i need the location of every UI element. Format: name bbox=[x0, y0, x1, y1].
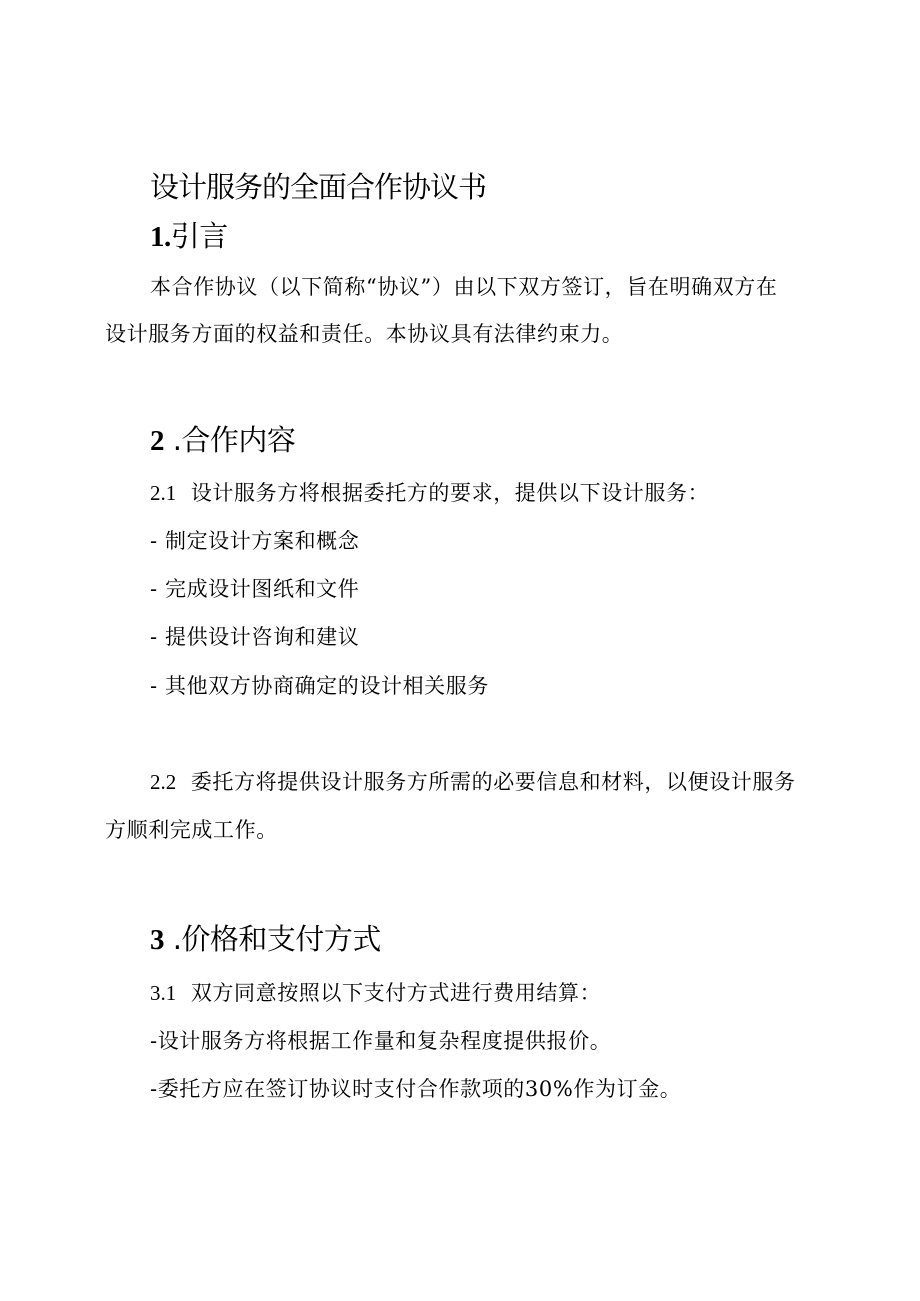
clause-3-1-text: 双方同意按照以下支付方式进行费用结算： bbox=[190, 981, 602, 1005]
section-3-number: 3 bbox=[150, 924, 164, 956]
document-title: 设计服务的全面合作协议书 bbox=[150, 170, 487, 204]
intro-paragraph-line-1: 本合作协议（以下简称“协议”）由以下双方签订，旨在明确双方在 bbox=[150, 275, 778, 299]
section-1-heading bbox=[150, 219, 228, 253]
clause-2-2-text: 委托方将提供设计服务方所需的必要信息和材料，以便设计服务 bbox=[190, 770, 796, 794]
clause-2-1-number: 2.1 bbox=[150, 481, 177, 505]
clause-3-1 bbox=[150, 983, 601, 1004]
section-1-number: 1. bbox=[150, 221, 171, 253]
clause-2-2-line-1 bbox=[150, 772, 796, 793]
clause-3-1-number: 3.1 bbox=[150, 981, 177, 1005]
section-1-title: 引言 bbox=[170, 219, 228, 253]
section-2-title: .合作内容 bbox=[172, 423, 296, 457]
section-2-heading bbox=[150, 423, 296, 457]
clause-2-1-text: 设计服务方将根据委托方的要求，提供以下设计服务： bbox=[190, 481, 710, 505]
section-2-number: 2 bbox=[150, 425, 164, 457]
clause-2-2-line-2: 方顺利完成工作。 bbox=[105, 818, 278, 842]
list-item: - 提供设计咨询和建议 bbox=[150, 625, 360, 649]
section-3-heading bbox=[150, 922, 381, 956]
list-item: - 其他双方协商确定的设计相关服务 bbox=[150, 674, 489, 698]
list-item: - 完成设计图纸和文件 bbox=[150, 577, 360, 601]
clause-2-1 bbox=[150, 483, 709, 504]
list-item: - 制定设计方案和概念 bbox=[150, 529, 360, 553]
section-3-title: .价格和支付方式 bbox=[172, 922, 381, 956]
clause-2-2-number: 2.2 bbox=[150, 770, 177, 794]
list-item: -设计服务方将根据工作量和复杂程度提供报价。 bbox=[150, 1029, 612, 1053]
intro-paragraph-line-2: 设计服务方面的权益和责任。本协议具有法律约束力。 bbox=[105, 322, 624, 346]
list-item: -委托方应在签订协议时支付合作款项的30%作为订金。 bbox=[150, 1077, 682, 1101]
